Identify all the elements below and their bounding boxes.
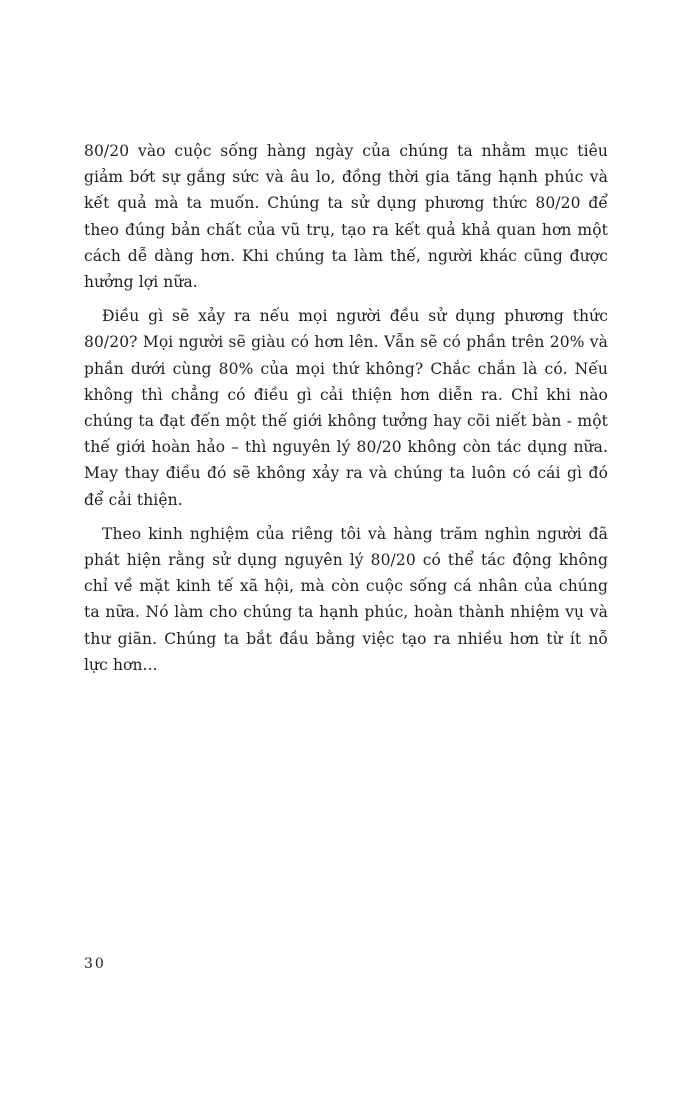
paragraph-1: 80/20 vào cuộc sống hàng ngày của chúng ta nhằm mục tiêu giảm bớt sự gắng sức và âu lo, đồng thời gia tăng hạnh phúc và kết quả mà ta muốn. Chúng ta sử dụng phương thức 80/20 để theo đúng bản chất của vũ trụ, tạo ra kết quả khả quan hơn một cách dễ dàng hơn. Khi chúng ta làm thế, người khác cũng được hưởng lợi nữa. xyxy=(84,142,608,292)
page-number: 30 xyxy=(84,956,106,972)
page-body xyxy=(84,138,608,686)
paragraph-2: Điều gì sẽ xảy ra nếu mọi người đều sử dụng phương thức 80/20? Mọi người sẽ giàu có hơn lên. Vẫn sẽ có phần trên 20% và phần dưới cùng 80% của mọi thứ không? Chắc chắn là có. Nếu không thì chẳng có điều gì cải thiện hơn diễn ra. Chỉ khi nào chúng ta đạt đến một thế giới không tưởng hay cõi niết bàn - một thế giới hoàn hảo – thì nguyên lý 80/20 không còn tác dụng nữa. May thay điều đó sẽ không xảy ra và chúng ta luôn có cái gì đó để cải thiện. xyxy=(84,307,608,509)
paragraph-3: Theo kinh nghiệm của riêng tôi và hàng trăm nghìn người đã phát hiện rằng sử dụng nguyên lý 80/20 có thể tác động không chỉ về mặt kinh tế xã hội, mà còn cuộc sống cá nhân của chúng ta nữa. Nó làm cho chúng ta hạnh phúc, hoàn thành nhiệm vụ và thư giãn. Chúng ta bắt đầu bằng việc tạo ra nhiều hơn từ ít nỗ lực hơn... xyxy=(84,524,608,674)
